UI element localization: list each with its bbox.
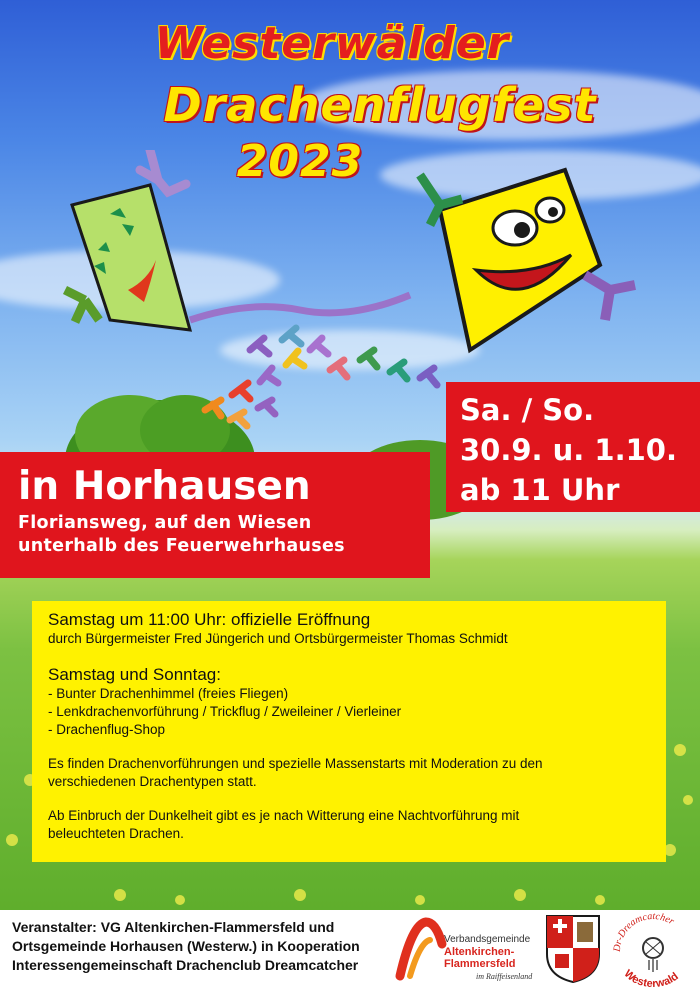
footer — [0, 910, 700, 990]
vg-logo-tagline: im Raiffeisenland — [476, 972, 533, 981]
svg-text:Westerwald — [622, 968, 681, 988]
night-show-text: beleuchteten Drachen. — [48, 826, 184, 841]
program-item: - Lenkdrachenvorführung / Trickflug / Zweileiner / Vierleiner — [48, 704, 402, 719]
vg-altenkirchen-logo — [392, 914, 538, 986]
title-year: 2023 — [236, 136, 364, 187]
location-line-2: unterhalb des Feuerwehrhauses — [18, 536, 345, 556]
vg-logo-line: Flammersfeld — [444, 958, 516, 970]
night-show-text: Ab Einbruch der Dunkelheit gibt es je nach Witterung eine Nachtvorführung mit — [48, 808, 520, 823]
date-box — [446, 382, 700, 512]
location-place: in Horhausen — [18, 464, 311, 509]
title-line-1: Westerwälder — [154, 18, 510, 69]
opening-heading: Samstag um 11:00 Uhr: offizielle Eröffnung — [48, 610, 371, 629]
location-box — [0, 452, 430, 578]
organizer-line: Interessengemeinschaft Drachenclub Dreamcatcher — [12, 957, 359, 973]
kite-tail-icon — [205, 328, 437, 426]
dreamcatcher-club-logo — [610, 912, 696, 988]
organizer-text — [12, 918, 360, 975]
program-info-box — [32, 601, 666, 862]
event-time: ab 11 Uhr — [460, 473, 620, 507]
yellow-smiley-kite-icon — [420, 170, 635, 350]
organizer-line: Veranstalter: VG Altenkirchen-Flammersfeld und — [12, 919, 335, 935]
program-item: - Drachenflug-Shop — [48, 722, 166, 737]
demonstrations-text: verschiedenen Drachentypen statt. — [48, 774, 257, 789]
location-line-1: Floriansweg, auf den Wiesen — [18, 513, 312, 533]
opening-detail: durch Bürgermeister Fred Jüngerich und Ortsbürgermeister Thomas Schmidt — [48, 631, 508, 646]
program-heading: Samstag und Sonntag: — [48, 665, 221, 684]
green-kite-icon — [65, 150, 410, 330]
event-days: Sa. / So. — [460, 393, 595, 427]
vg-logo-line: Verbandsgemeinde — [444, 934, 531, 945]
program-item: - Bunter Drachenhimmel (freies Fliegen) — [48, 686, 289, 701]
dreamcatcher-logo-top: Dr-Dreamcatcher — [611, 912, 677, 953]
vg-logo-line: Altenkirchen- — [444, 946, 515, 958]
demonstrations-text: Es finden Drachenvorführungen und spezielle Massenstarts mit Moderation zu den — [48, 756, 543, 771]
event-dates: 30.9. u. 1.10. — [460, 433, 677, 467]
coat-of-arms-icon — [545, 914, 601, 984]
title-line-2: Drachenflugfest — [163, 78, 597, 132]
organizer-line: Ortsgemeinde Horhausen (Westerw.) in Kooperation — [12, 938, 360, 954]
dreamcatcher-logo-bottom: Westerwald — [621, 967, 681, 988]
